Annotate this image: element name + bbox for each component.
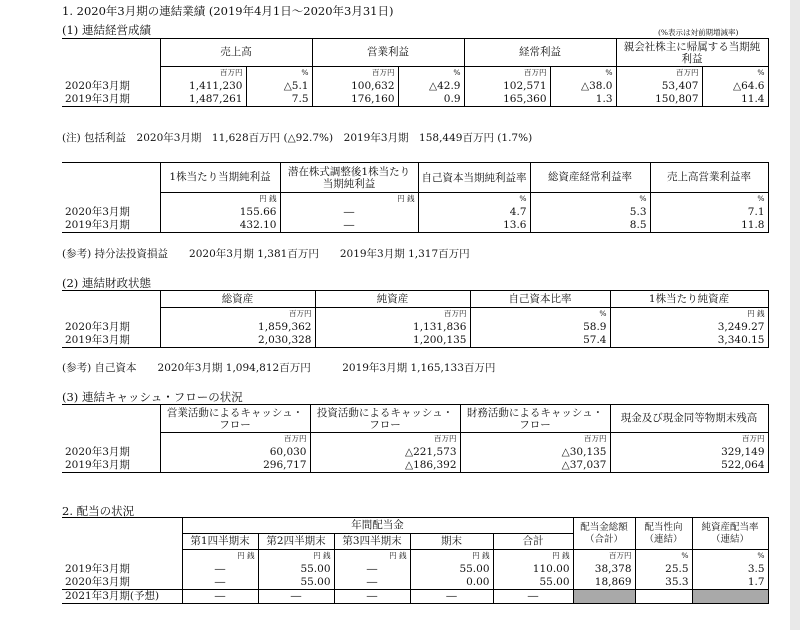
table-row: 2019年3月期 296,717 △186,392 △37,037 522,064: [62, 459, 768, 473]
header-net-income-parent: 親会社株主に帰属する当期純利益: [616, 39, 768, 67]
section-title-dividends: 2. 配当の状況: [62, 504, 135, 518]
header-roe: 自己資本当期純利益率: [418, 163, 530, 193]
table-row: 2020年3月期 ― 55.00 ― 0.00 55.00 18,869 35.3 1.7: [62, 576, 768, 590]
operating-results-table: 売上高 営業利益 経常利益 親会社株主に帰属する当期純利益 百万円 % 百万円 % 百万円 % 百万円 % 2020年3月期 1,411,230 △5.1 100,632 △42.9 102,571 △38.0 53,407 △64.6 2019年3月期 1,487,261 7.5 176,160 0.9 165,360 1.3 150,807 11.4: [62, 38, 769, 107]
table-row: 2021年3月期(予想) ― ― ― ― ―: [62, 589, 768, 603]
table-row: 2020年3月期 155.66 ― 4.7 5.3 7.1: [62, 206, 768, 219]
header-cash-ending: 現金及び現金同等物期末残高: [610, 405, 768, 433]
comprehensive-income-note: (注) 包括利益 2020年3月期 11,628百万円 (△92.7%) 2019年3月期 158,449百万円 (1.7%): [62, 132, 533, 144]
header-dividend-on-equity: 純資産配当率（連結）: [692, 518, 768, 550]
section-title-operating-results: (1) 連結経営成績: [62, 23, 151, 37]
header-net-assets: 純資産: [315, 291, 470, 308]
header-payout-ratio: 配当性向（連結）: [635, 518, 692, 550]
header-ordinary-income: 経常利益: [464, 39, 616, 67]
header-q2: 第2四半期末: [258, 534, 334, 550]
pct-note: (%表示は対前期増減率): [658, 28, 739, 37]
header-q1: 第1四半期末: [182, 534, 258, 550]
header-q3: 第3四半期末: [334, 534, 410, 550]
header-total-dividend-amount: 配当金総額（合計）: [573, 518, 635, 550]
header-annual-dividends: 年間配当金: [182, 518, 573, 534]
header-equity-ratio: 自己資本比率: [470, 291, 610, 308]
document-title: 1. 2020年3月期の連結業績 (2019年4月1日～2020年3月31日): [62, 4, 394, 18]
header-investing-cf: 投資活動によるキャッシュ・フロー: [310, 405, 460, 433]
header-total: 合計: [493, 534, 573, 550]
per-share-table: 1株当たり当期純利益 潜在株式調整後1株当たり当期純利益 自己資本当期純利益率 総資産経常利益率 売上高営業利益率 円 銭 円 銭 % % % 2020年3月期 155.66 ― 4.7 5.3 7.1 2019年3月期 432.10 ― 13.6 8.5 11.8: [62, 162, 769, 233]
equity-method-note: (参考) 持分法投資損益 2020年3月期 1,381百万円 2019年3月期 1,317百万円: [62, 248, 470, 260]
table-row: 2019年3月期 2,030,328 1,200,135 57.4 3,340.15: [62, 334, 768, 348]
header-financing-cf: 財務活動によるキャッシュ・フロー: [460, 405, 610, 433]
shaded-cell: [692, 589, 768, 603]
table-row: 2019年3月期 ― 55.00 ― 55.00 110.00 38,378 25.5 3.5: [62, 563, 768, 576]
cash-flows-table: 営業活動によるキャッシュ・フロー 投資活動によるキャッシュ・フロー 財務活動によるキャッシュ・フロー 現金及び現金同等物期末残高 百万円 百万円 百万円 百万円 2020年3月期 60,030 △221,573 △30,135 329,149 2019年3月期 296,717 △186,392 △37,037 522,064: [62, 404, 769, 473]
header-eps: 1株当たり当期純利益: [160, 163, 280, 193]
header-bps: 1株当たり純資産: [610, 291, 768, 308]
table-row: 2020年3月期 60,030 △221,573 △30,135 329,149: [62, 446, 768, 459]
header-operating-cf: 営業活動によるキャッシュ・フロー: [160, 405, 310, 433]
header-roa: 総資産経常利益率: [530, 163, 650, 193]
page-edge-strip: [790, 0, 800, 630]
header-net-sales: 売上高: [160, 39, 312, 67]
header-year-end: 期末: [410, 534, 493, 550]
header-diluted-eps: 潜在株式調整後1株当たり当期純利益: [280, 163, 418, 193]
section-title-financial-position: (2) 連結財政状態: [62, 276, 151, 290]
financial-position-table: 総資産 純資産 自己資本比率 1株当たり純資産 百万円 百万円 % 円 銭 2020年3月期 1,859,362 1,131,836 58.9 3,249.27 2019年3月期 2,030,328 1,200,135 57.4 3,340.15: [62, 290, 769, 348]
header-total-assets: 総資産: [160, 291, 315, 308]
table-row: 2020年3月期 1,411,230 △5.1 100,632 △42.9 102,571 △38.0 53,407 △64.6: [62, 80, 768, 93]
table-row: 2019年3月期 432.10 ― 13.6 8.5 11.8: [62, 219, 768, 233]
section-title-cash-flows: (3) 連結キャッシュ・フローの状況: [62, 390, 243, 404]
table-row: 2019年3月期 1,487,261 7.5 176,160 0.9 165,360 1.3 150,807 11.4: [62, 93, 768, 107]
table-row: 2020年3月期 1,859,362 1,131,836 58.9 3,249.27: [62, 321, 768, 334]
header-operating-income: 営業利益: [312, 39, 464, 67]
shaded-cell: [573, 589, 635, 603]
dividends-table: 年間配当金 配当金総額（合計） 配当性向（連結） 純資産配当率（連結） 第1四半期末 第2四半期末 第3四半期末 期末 合計 円 銭 円 銭 円 銭 円 銭 円 銭 百万円 % % 2019年3月期 ― 55.00 ― 55.00 110.00 38,378 25.5 3.5 2020年3月期 ― 55.00 ― 0.00 55.00 18,869 35.3 1.7 2021年3月期(予想) ― ― ― ― ―: [62, 517, 769, 604]
header-operating-margin: 売上高営業利益率: [650, 163, 768, 193]
equity-capital-note: (参考) 自己資本 2020年3月期 1,094,812百万円 2019年3月期 1,165,133百万円: [62, 362, 496, 374]
